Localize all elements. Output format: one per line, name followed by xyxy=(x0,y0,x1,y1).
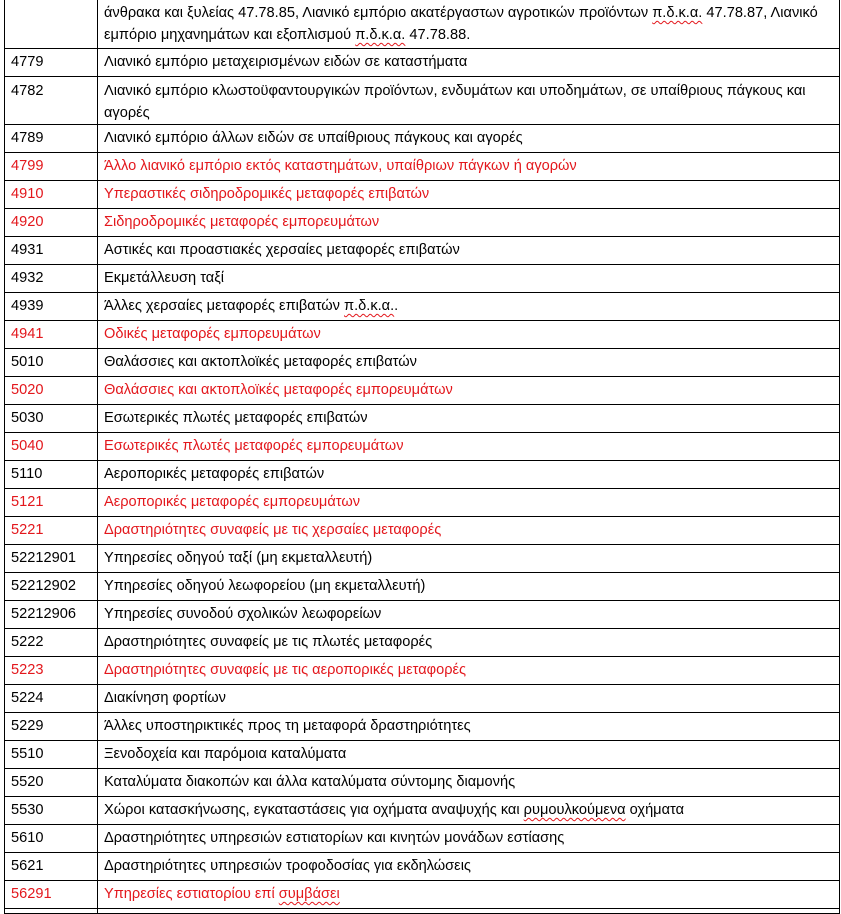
table-row xyxy=(5,657,840,685)
activity-code-cell: 4910 xyxy=(5,181,98,209)
table-row xyxy=(5,601,840,629)
table-row xyxy=(5,349,840,377)
table-row xyxy=(5,573,840,601)
activity-description-cell: Εσωτερικές πλωτές μεταφορές εμπορευμάτων xyxy=(98,433,840,461)
activity-description-cell: Υπηρεσίες οδηγού ταξί (μη εκμεταλλευτή) xyxy=(98,545,840,573)
table-row xyxy=(5,881,840,909)
activity-code-cell: 5530 xyxy=(5,797,98,825)
table-row xyxy=(5,321,840,349)
activity-description-cell: Υπηρεσίες οδηγού λεωφορείου (μη εκμεταλλευτή) xyxy=(98,573,840,601)
table-row xyxy=(5,125,840,153)
activity-code-cell: 4931 xyxy=(5,237,98,265)
table-row xyxy=(5,545,840,573)
table-row xyxy=(5,461,840,489)
table-row xyxy=(5,741,840,769)
activity-code-cell: 5520 xyxy=(5,769,98,797)
description-text: 47.78.87, Λιανικό εμπόριο μηχανημάτων και εξοπλισμού xyxy=(104,5,818,43)
activity-description-cell: Καταλύματα διακοπών και άλλα καταλύματα σύντομης διαμονής xyxy=(98,769,840,797)
activity-description-cell: Αεροπορικές μεταφορές εμπορευμάτων xyxy=(98,489,840,517)
table-row xyxy=(5,405,840,433)
table-row xyxy=(5,685,840,713)
table-row xyxy=(5,825,840,853)
activity-code-cell: 56291 xyxy=(5,881,98,909)
activity-description-cell: Θαλάσσιες και ακτοπλοϊκές μεταφορές επιβατών xyxy=(98,349,840,377)
activity-description-cell xyxy=(98,0,840,49)
spellcheck-flagged-word[interactable]: π.δ.κ.α. xyxy=(344,298,395,314)
description-text: Άλλες χερσαίες μεταφορές επιβατών xyxy=(104,298,345,314)
activity-code-cell: 5020 xyxy=(5,377,98,405)
activity-code-cell: 5610 xyxy=(5,825,98,853)
table-row xyxy=(5,433,840,461)
activity-description-cell: Υπεραστικές σιδηροδρομικές μεταφορές επιβατών xyxy=(98,181,840,209)
activity-codes-table xyxy=(4,0,840,914)
table-row xyxy=(5,489,840,517)
activity-description-cell: Δραστηριότητες συναφείς με τις αεροπορικές μεταφορές xyxy=(98,657,840,685)
description-text: . xyxy=(394,298,399,314)
activity-code-cell: 5221 xyxy=(5,517,98,545)
table-row xyxy=(5,629,840,657)
table-row xyxy=(5,769,840,797)
description-text: Χώροι κατασκήνωσης, εγκαταστάσεις για οχήματα αναψυχής και xyxy=(104,802,524,818)
table-row xyxy=(5,209,840,237)
table-row xyxy=(5,77,840,125)
activity-code-cell: 4939 xyxy=(5,293,98,321)
activity-code-cell: 4782 xyxy=(5,77,98,125)
activity-code-cell: 4799 xyxy=(5,153,98,181)
activity-description-cell: Λιανικό εμπόριο μεταχειρισμένων ειδών σε καταστήματα xyxy=(98,49,840,77)
activity-description-cell: Δραστηριότητες υπηρεσιών εστιατορίων και κινητών μονάδων εστίασης xyxy=(98,825,840,853)
table-row xyxy=(5,265,840,293)
activity-description-cell xyxy=(98,293,840,321)
activity-code-cell: 4789 xyxy=(5,125,98,153)
activity-code-cell: 4932 xyxy=(5,265,98,293)
activity-code-cell: 5110 xyxy=(5,461,98,489)
activity-description-cell: Δραστηριότητες συναφείς με τις χερσαίες μεταφορές xyxy=(98,517,840,545)
activity-description-cell: Αστικές και προαστιακές χερσαίες μεταφορές επιβατών xyxy=(98,237,840,265)
spellcheck-flagged-word[interactable]: π.δ.κ.α. xyxy=(652,5,703,21)
activity-code-cell: 5040 xyxy=(5,433,98,461)
table-row xyxy=(5,797,840,825)
activity-description-cell: Δραστηριότητες συναφείς με τις πλωτές μεταφορές xyxy=(98,629,840,657)
activity-code-cell: 4779 xyxy=(5,49,98,77)
activity-code-cell: 5229 xyxy=(5,713,98,741)
activity-description-cell: Ξενοδοχεία και παρόμοια καταλύματα xyxy=(98,741,840,769)
activity-description-cell: Άλλες υποστηρικτικές προς τη μεταφορά δραστηριότητες xyxy=(98,713,840,741)
table-row xyxy=(5,377,840,405)
table-row xyxy=(5,293,840,321)
activity-description-cell: Υπηρεσίες συνοδού σχολικών λεωφορείων xyxy=(98,601,840,629)
table-row xyxy=(5,853,840,881)
activity-code-cell: 4941 xyxy=(5,321,98,349)
activity-description-cell xyxy=(98,797,840,825)
activity-code-cell: 5222 xyxy=(5,629,98,657)
activity-description-cell: Διακίνηση φορτίων xyxy=(98,685,840,713)
activity-code-cell: 52212901 xyxy=(5,545,98,573)
activity-code-cell: 5010 xyxy=(5,349,98,377)
table-row xyxy=(5,713,840,741)
description-text: 47.78.88. xyxy=(405,27,471,43)
activity-description-cell xyxy=(98,881,840,909)
activity-description-cell: Εσωτερικές πλωτές μεταφορές επιβατών xyxy=(98,405,840,433)
activity-description-cell: Άλλο λιανικό εμπόριο εκτός καταστημάτων, υπαίθριων πάγκων ή αγορών xyxy=(98,153,840,181)
activity-code-cell: 52212906 xyxy=(5,601,98,629)
activity-code-cell: 5121 xyxy=(5,489,98,517)
table-row-partial xyxy=(5,909,840,914)
spellcheck-flagged-word[interactable]: συμβάσει xyxy=(278,886,340,902)
activity-description-cell: Αεροπορικές μεταφορές επιβατών xyxy=(98,461,840,489)
table-row xyxy=(5,517,840,545)
table-row xyxy=(5,49,840,77)
activity-code-cell xyxy=(5,0,98,49)
activity-description-cell: Οδικές μεταφορές εμπορευμάτων xyxy=(98,321,840,349)
activity-code-cell: 5223 xyxy=(5,657,98,685)
description-text: άνθρακα και ξυλείας 47.78.85, Λιανικό εμπόριο ακατέργαστων αγροτικών προϊόντων xyxy=(104,5,653,21)
activity-description-cell: Λιανικό εμπόριο άλλων ειδών σε υπαίθριους πάγκους και αγορές xyxy=(98,125,840,153)
table-row xyxy=(5,181,840,209)
spellcheck-flagged-word[interactable]: π.δ.κ.α. xyxy=(355,27,406,43)
activity-description-cell: Σιδηροδρομικές μεταφορές εμπορευμάτων xyxy=(98,209,840,237)
activity-description-cell: Εκμετάλλευση ταξί xyxy=(98,265,840,293)
activity-description-cell: Θαλάσσιες και ακτοπλοϊκές μεταφορές εμπορευμάτων xyxy=(98,377,840,405)
table-row xyxy=(5,153,840,181)
description-text: οχήματα xyxy=(625,802,685,818)
activity-code-cell: 5621 xyxy=(5,853,98,881)
activity-code-cell: 52212902 xyxy=(5,573,98,601)
table-body xyxy=(5,0,840,914)
activity-description-cell: Λιανικό εμπόριο κλωστοϋφαντουργικών προϊόντων, ενδυμάτων και υποδημάτων, σε υπαίθριους πάγκους και αγορές xyxy=(98,77,840,125)
activity-code-cell: 4920 xyxy=(5,209,98,237)
table-row xyxy=(5,0,840,49)
description-text: Υπηρεσίες εστιατορίου επί xyxy=(104,886,279,902)
activity-description-cell: Δραστηριότητες υπηρεσιών τροφοδοσίας για εκδηλώσεις xyxy=(98,853,840,881)
spellcheck-flagged-word[interactable]: ρυμουλκούμενα xyxy=(523,802,626,818)
activity-code-cell: 5224 xyxy=(5,685,98,713)
activity-code-cell: 5030 xyxy=(5,405,98,433)
table-row xyxy=(5,237,840,265)
activity-code-cell: 5510 xyxy=(5,741,98,769)
